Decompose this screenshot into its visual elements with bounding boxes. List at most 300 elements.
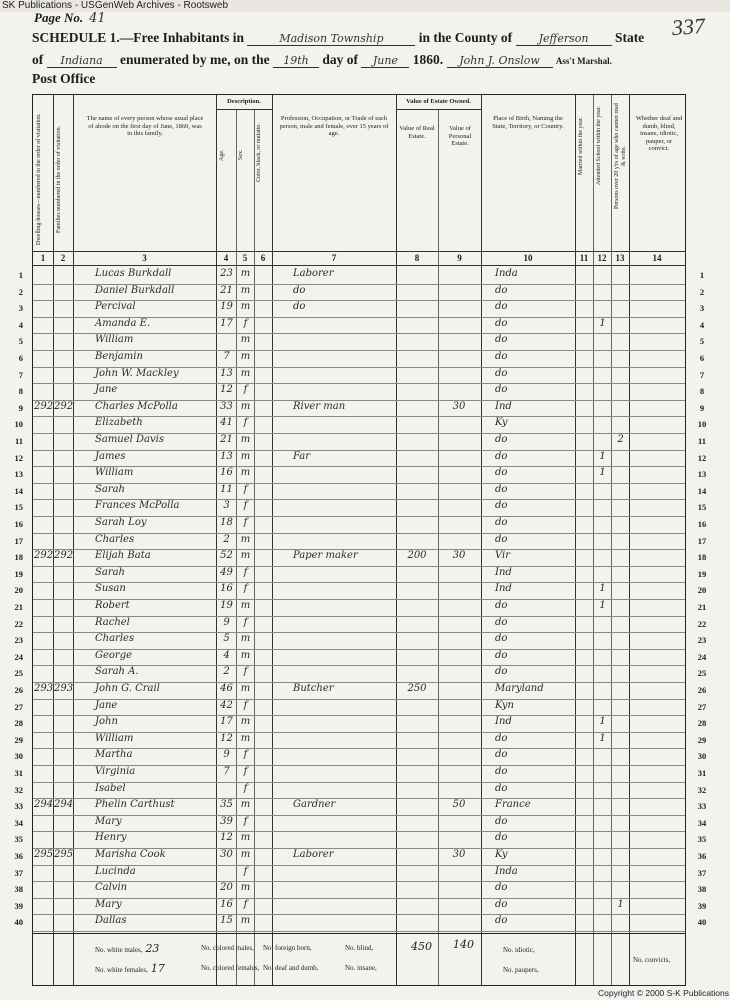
age-cell: 7 (223, 351, 230, 362)
dwelling-number: 294 (34, 799, 54, 811)
birthplace-cell: do (495, 351, 508, 362)
of-label: of (32, 52, 44, 67)
age-cell: 17 (220, 317, 233, 329)
birthplace-cell: Vir (495, 550, 511, 562)
archive-banner: SK Publications - USGenWeb Archives - Rootsweb (0, 0, 730, 12)
line-number-right: 35 (697, 834, 707, 845)
age-cell: 16 (220, 898, 233, 910)
person-name: Amanda E. (95, 317, 151, 329)
person-name: Sarah Loy (95, 517, 147, 528)
person-name: Martha (95, 749, 133, 761)
table-row (14, 881, 707, 899)
white-males: No. white males, 23 (95, 942, 160, 955)
table-row (14, 815, 707, 833)
birthplace-cell: do (495, 815, 508, 827)
line-number-right: 22 (697, 618, 707, 629)
page-label: Page No. (34, 10, 84, 25)
page-stamp: 337 (671, 12, 706, 41)
birthplace-cell: do (495, 633, 508, 645)
sex-cell: m (240, 915, 251, 927)
sex-cell: f (243, 616, 248, 628)
birthplace-cell: do (495, 600, 508, 611)
col-number: 3 (142, 253, 147, 263)
personal-estate-cell: 30 (452, 849, 466, 860)
line-number-right: 21 (697, 602, 707, 612)
sex-cell: m (240, 882, 251, 894)
school-mark: 1 (599, 716, 606, 728)
schedule-header (32, 30, 644, 46)
age-cell: 13 (220, 367, 233, 379)
col-age-header: Age. (219, 149, 225, 161)
age-cell: 12 (220, 732, 233, 744)
birthplace-cell: do (495, 434, 508, 445)
table-row (18, 267, 705, 285)
line-number-right: 27 (697, 701, 707, 712)
line-number-right: 29 (697, 734, 707, 745)
sex-cell: m (240, 450, 251, 462)
line-number-left: 22 (14, 618, 23, 629)
col-number: 12 (597, 253, 607, 263)
birthplace-cell: Ind (495, 566, 512, 578)
table-row (18, 300, 705, 318)
person-name: Jane (95, 699, 118, 711)
line-number-left: 23 (14, 635, 23, 646)
line-number-left: 17 (14, 535, 23, 546)
estate-header: Value of Estate Owned. (406, 98, 471, 105)
person-name: Virginia (95, 766, 136, 777)
school-mark: 1 (599, 732, 606, 744)
age-cell: 52 (220, 550, 233, 562)
age-cell: 49 (220, 566, 233, 578)
age-cell: 23 (220, 268, 233, 279)
person-name: Daniel Burkdall (95, 284, 175, 296)
line-number-right: 20 (697, 585, 707, 596)
line-number-left: 6 (18, 353, 23, 363)
day-value: 19th (273, 54, 319, 68)
line-number-left: 4 (18, 319, 23, 330)
sex-cell: m (240, 799, 251, 811)
line-number-left: 36 (14, 851, 23, 861)
occupation-cell: do (293, 284, 306, 296)
col-number: 14 (652, 253, 662, 263)
person-name: Lucinda (95, 865, 136, 877)
personal-estate-cell: 30 (452, 550, 466, 562)
occupation-cell: Butcher (293, 683, 334, 694)
line-number-right: 37 (697, 867, 707, 878)
age-cell: 12 (220, 832, 233, 844)
occupation-cell: Laborer (293, 268, 334, 279)
col-number: 2 (60, 253, 66, 263)
line-number-left: 9 (18, 402, 23, 413)
personal-estate-cell: 30 (452, 400, 466, 412)
person-name: Mary (95, 898, 122, 910)
birthplace-cell: do (495, 483, 508, 495)
line-number-right: 19 (697, 568, 707, 579)
table-row (14, 798, 707, 816)
person-name: Lucas Burkdall (95, 268, 172, 279)
sex-cell: f (243, 815, 248, 827)
table-row (14, 632, 707, 650)
age-cell: 46 (220, 683, 233, 694)
family-number: 292 (54, 550, 74, 562)
line-number-right: 4 (699, 319, 705, 330)
line-number-left: 21 (14, 602, 23, 612)
line-number-right: 3 (699, 303, 705, 314)
age-cell: 19 (220, 600, 233, 611)
col-sex-header: Sex. (238, 149, 244, 161)
line-number-right: 36 (697, 851, 707, 861)
line-number-left: 2 (18, 286, 23, 297)
line-number-right: 13 (697, 469, 707, 480)
birthplace-cell: do (495, 384, 508, 396)
line-number-right: 23 (697, 635, 707, 646)
line-number-left: 1 (18, 270, 23, 280)
family-number: 292 (54, 400, 74, 412)
birthplace-cell: do (495, 832, 508, 844)
dwelling-number: 292 (34, 550, 54, 562)
line-number-right: 32 (697, 784, 707, 795)
person-name: Henry (95, 832, 127, 844)
sex-cell: m (240, 849, 251, 860)
sex-cell: f (243, 500, 248, 512)
age-cell: 21 (220, 434, 233, 445)
person-name: John W. Mackley (95, 367, 179, 379)
person-name: Samuel Davis (95, 434, 164, 445)
birthplace-cell: Ind (495, 716, 512, 728)
birthplace-cell: Inda (495, 865, 518, 877)
personal-estate-cell: 50 (452, 799, 466, 811)
col-number: 8 (414, 253, 420, 263)
person-name: Rachel (95, 616, 130, 628)
table-row (14, 483, 707, 501)
line-number-right: 24 (697, 651, 707, 662)
idiotic: No. idiotic, (503, 946, 535, 954)
state-value: Indiana (47, 54, 117, 68)
sex-cell: m (240, 683, 251, 694)
line-number-right: 11 (697, 436, 707, 446)
line-number-right: 30 (697, 751, 707, 762)
line-number-right: 16 (697, 519, 707, 529)
col-number: 10 (523, 253, 533, 263)
sex-cell: m (240, 434, 251, 445)
line-number-left: 16 (14, 519, 23, 529)
birthplace-cell: do (495, 649, 508, 661)
school-mark: 1 (599, 450, 606, 462)
sex-cell: m (240, 732, 251, 744)
person-name: Charles (95, 533, 135, 545)
school-mark: 1 (599, 583, 606, 595)
table-row (14, 782, 707, 800)
col-family-header: Families numbered in the order of visitation. (56, 125, 62, 233)
person-name: Sarah A. (95, 666, 139, 678)
table-row (14, 732, 707, 750)
line-number-left: 29 (14, 734, 23, 745)
birthplace-cell: Maryland (495, 683, 544, 694)
sex-cell: f (243, 384, 248, 396)
line-number-left: 25 (14, 668, 23, 679)
person-name: Sarah (95, 483, 125, 495)
line-number-left: 39 (14, 900, 23, 911)
illiterate-mark: 1 (617, 898, 624, 910)
month-value: June (361, 54, 409, 68)
person-name: Charles (95, 633, 135, 645)
schedule-title: SCHEDULE 1.—Free Inhabitants in (32, 30, 245, 45)
birthplace-cell: Ky (495, 417, 508, 429)
person-name: Charles McPolla (95, 400, 178, 412)
age-cell: 21 (220, 284, 233, 296)
description-header: Description. (227, 98, 261, 105)
county-value: Jefferson (516, 32, 612, 46)
birthplace-cell: do (495, 898, 508, 910)
line-number-right: 25 (697, 668, 707, 679)
person-name: William (95, 334, 134, 346)
enumeration-header (32, 52, 612, 68)
col-name-header: The name of every person whose usual place of abode on the first day of June, 1860, was in this family. (86, 115, 204, 137)
line-number-left: 7 (18, 369, 23, 380)
line-number-left: 10 (14, 419, 23, 430)
age-cell: 12 (220, 384, 233, 396)
table-row (14, 765, 707, 783)
birthplace-cell: do (495, 284, 508, 296)
person-name: Calvin (95, 882, 128, 894)
sex-cell: f (243, 766, 248, 777)
enumerated-label: enumerated by me, on the (120, 52, 270, 67)
line-number-left: 38 (14, 884, 23, 895)
person-name: Elizabeth (95, 417, 143, 429)
line-number-right: 12 (697, 452, 707, 463)
illiterate-mark: 2 (617, 434, 624, 445)
sex-cell: m (240, 268, 251, 279)
table-row (14, 865, 707, 883)
col-number: 4 (223, 253, 229, 263)
dwelling-number: 293 (34, 683, 54, 694)
paupers: No. paupers, (503, 966, 539, 974)
table-row (18, 350, 705, 368)
person-name: Dallas (95, 915, 127, 927)
line-number-left: 32 (14, 784, 23, 795)
page-number (34, 10, 106, 26)
age-cell: 16 (220, 583, 233, 595)
col-number: 1 (40, 253, 46, 263)
table-row (18, 367, 705, 385)
family-number: 295 (54, 849, 74, 860)
birthplace-cell: do (495, 450, 508, 462)
table-row (14, 582, 707, 600)
table-row (18, 400, 705, 418)
birthplace-cell: do (495, 317, 508, 329)
line-number-right: 10 (697, 419, 707, 430)
line-number-left: 31 (14, 768, 23, 778)
line-number-left: 14 (14, 485, 23, 496)
convicts: No. convicts, (633, 956, 671, 964)
table-row (18, 284, 705, 302)
line-number-right: 40 (697, 917, 707, 928)
sex-cell: m (240, 284, 251, 296)
occupation-cell: Gardner (293, 799, 336, 811)
table-row (14, 831, 707, 849)
sex-cell: f (243, 417, 248, 429)
col-number: 9 (457, 253, 462, 263)
age-cell: 2 (223, 533, 230, 545)
birthplace-cell: do (495, 616, 508, 628)
table-row (14, 599, 707, 617)
occupation-cell: River man (293, 400, 346, 412)
line-number-left: 24 (14, 651, 23, 662)
line-number-right: 5 (699, 336, 705, 347)
occupation-cell: do (293, 301, 306, 313)
birthplace-cell: do (495, 915, 508, 927)
table-row (14, 533, 707, 551)
age-cell: 19 (220, 301, 233, 313)
age-cell: 18 (220, 517, 233, 528)
person-name: Frances McPolla (95, 500, 180, 512)
person-name: Phelin Carthust (95, 799, 175, 811)
line-number-right: 18 (697, 552, 707, 563)
col-birthplace-header: Place of Birth, Naming the State, Territory, or Country. (492, 115, 564, 130)
line-number-right: 34 (697, 817, 707, 828)
birthplace-cell: do (495, 749, 508, 761)
line-number-right: 33 (697, 801, 707, 812)
age-cell: 39 (220, 815, 233, 827)
sex-cell: m (240, 832, 251, 844)
person-name: Elijah Bata (95, 550, 151, 562)
person-name: John (95, 716, 118, 728)
person-name: Jane (95, 384, 118, 396)
line-number-left: 19 (14, 568, 23, 579)
table-row (14, 649, 707, 667)
birthplace-cell: do (495, 533, 508, 545)
birthplace-cell: Ind (495, 583, 512, 595)
table-row (14, 914, 707, 932)
col-condition-header: Whether deaf and dumb, blind, insane, idiotic, pauper, or convict. (635, 115, 683, 152)
sex-cell: f (243, 483, 248, 495)
line-number-right: 15 (697, 502, 707, 513)
line-number-left: 37 (14, 867, 23, 878)
line-number-left: 13 (14, 469, 23, 480)
birthplace-cell: Inda (495, 268, 518, 279)
birthplace-cell: do (495, 782, 508, 794)
real-estate-total: 450 (411, 940, 432, 953)
county-label: in the County of (418, 30, 513, 45)
sex-cell: f (243, 865, 248, 877)
person-name: Isabel (95, 782, 126, 794)
occupation-cell: Paper maker (293, 550, 358, 562)
col-number: 5 (242, 253, 248, 263)
sex-cell: m (240, 649, 251, 661)
line-number-left: 30 (14, 751, 23, 762)
sex-cell: f (243, 317, 248, 329)
sex-cell: f (243, 749, 248, 761)
sex-cell: f (243, 583, 248, 595)
age-cell: 5 (223, 633, 230, 645)
birthplace-cell: France (495, 799, 531, 811)
line-number-right: 38 (697, 884, 707, 895)
table-row (14, 699, 707, 717)
family-number: 294 (54, 799, 74, 811)
age-cell: 33 (220, 400, 233, 412)
school-mark: 1 (599, 600, 606, 611)
person-name: Sarah (95, 566, 125, 578)
school-mark: 1 (599, 317, 606, 329)
table-row (14, 665, 707, 683)
table-row (14, 566, 707, 584)
age-cell: 20 (220, 882, 233, 894)
age-cell: 4 (223, 649, 230, 661)
col-personal-estate-header: Value of Personal Estate. (448, 125, 472, 147)
deaf-dumb: No. deaf and dumb, (263, 964, 319, 972)
sex-cell: m (240, 550, 251, 562)
birthplace-cell: Ind (495, 400, 512, 412)
line-number-right: 1 (699, 270, 705, 280)
real-estate-cell: 250 (407, 683, 427, 694)
col-occupation-header: Profession, Occupation, or Trade of each person, male and female, over 15 years of age. (279, 115, 389, 137)
sex-cell: f (243, 898, 248, 910)
white-females: No. white females, 17 (95, 962, 165, 975)
line-number-right: 6 (699, 353, 705, 363)
col-number: 6 (260, 253, 266, 263)
blind: No. blind, (345, 944, 374, 952)
line-number-right: 17 (697, 535, 707, 546)
person-name: Susan (95, 583, 126, 595)
sex-cell: f (243, 566, 248, 578)
line-number-left: 27 (14, 701, 23, 712)
line-number-left: 12 (14, 452, 23, 463)
age-cell: 9 (223, 749, 230, 761)
dwelling-number: 292 (34, 400, 54, 412)
line-number-left: 20 (14, 585, 23, 596)
line-number-left: 33 (14, 801, 23, 812)
sex-cell: m (240, 351, 251, 362)
line-number-left: 18 (14, 552, 23, 563)
table-row (14, 466, 707, 484)
col-married-header: Married within the year. (578, 117, 584, 175)
family-number: 293 (54, 683, 74, 694)
col-number: 7 (331, 253, 337, 263)
age-cell: 15 (220, 915, 233, 927)
birthplace-cell: do (495, 334, 508, 346)
line-number-left: 35 (14, 834, 23, 845)
birthplace-cell: do (495, 517, 508, 528)
sex-cell: f (243, 517, 248, 528)
table-row (14, 898, 707, 916)
person-name: Marisha Cook (95, 849, 166, 860)
age-cell: 30 (220, 849, 233, 860)
table-row (14, 499, 707, 517)
line-number-right: 8 (699, 386, 705, 397)
line-number-left: 28 (14, 718, 23, 729)
birthplace-cell: Ky (495, 849, 508, 860)
col-dwelling-header: Dwelling-houses—numbered in the order of visitation. (36, 113, 42, 245)
line-number-right: 7 (699, 369, 705, 380)
line-number-right: 26 (697, 685, 707, 695)
table-row (14, 715, 707, 733)
age-cell: 16 (220, 467, 233, 479)
summary-footer (33, 933, 685, 986)
table-row (18, 383, 705, 401)
occupation-cell: Far (293, 450, 311, 462)
sex-cell: m (240, 400, 251, 412)
birthplace-cell: do (495, 766, 508, 777)
age-cell: 2 (223, 666, 230, 678)
table-row (14, 416, 707, 434)
dwelling-number: 295 (34, 849, 54, 860)
birthplace-cell: do (495, 732, 508, 744)
occupation-cell: Laborer (293, 849, 334, 860)
age-cell: 42 (220, 699, 233, 711)
person-name: George (95, 649, 133, 661)
census-table (14, 94, 707, 986)
birthplace-cell: do (495, 500, 508, 512)
